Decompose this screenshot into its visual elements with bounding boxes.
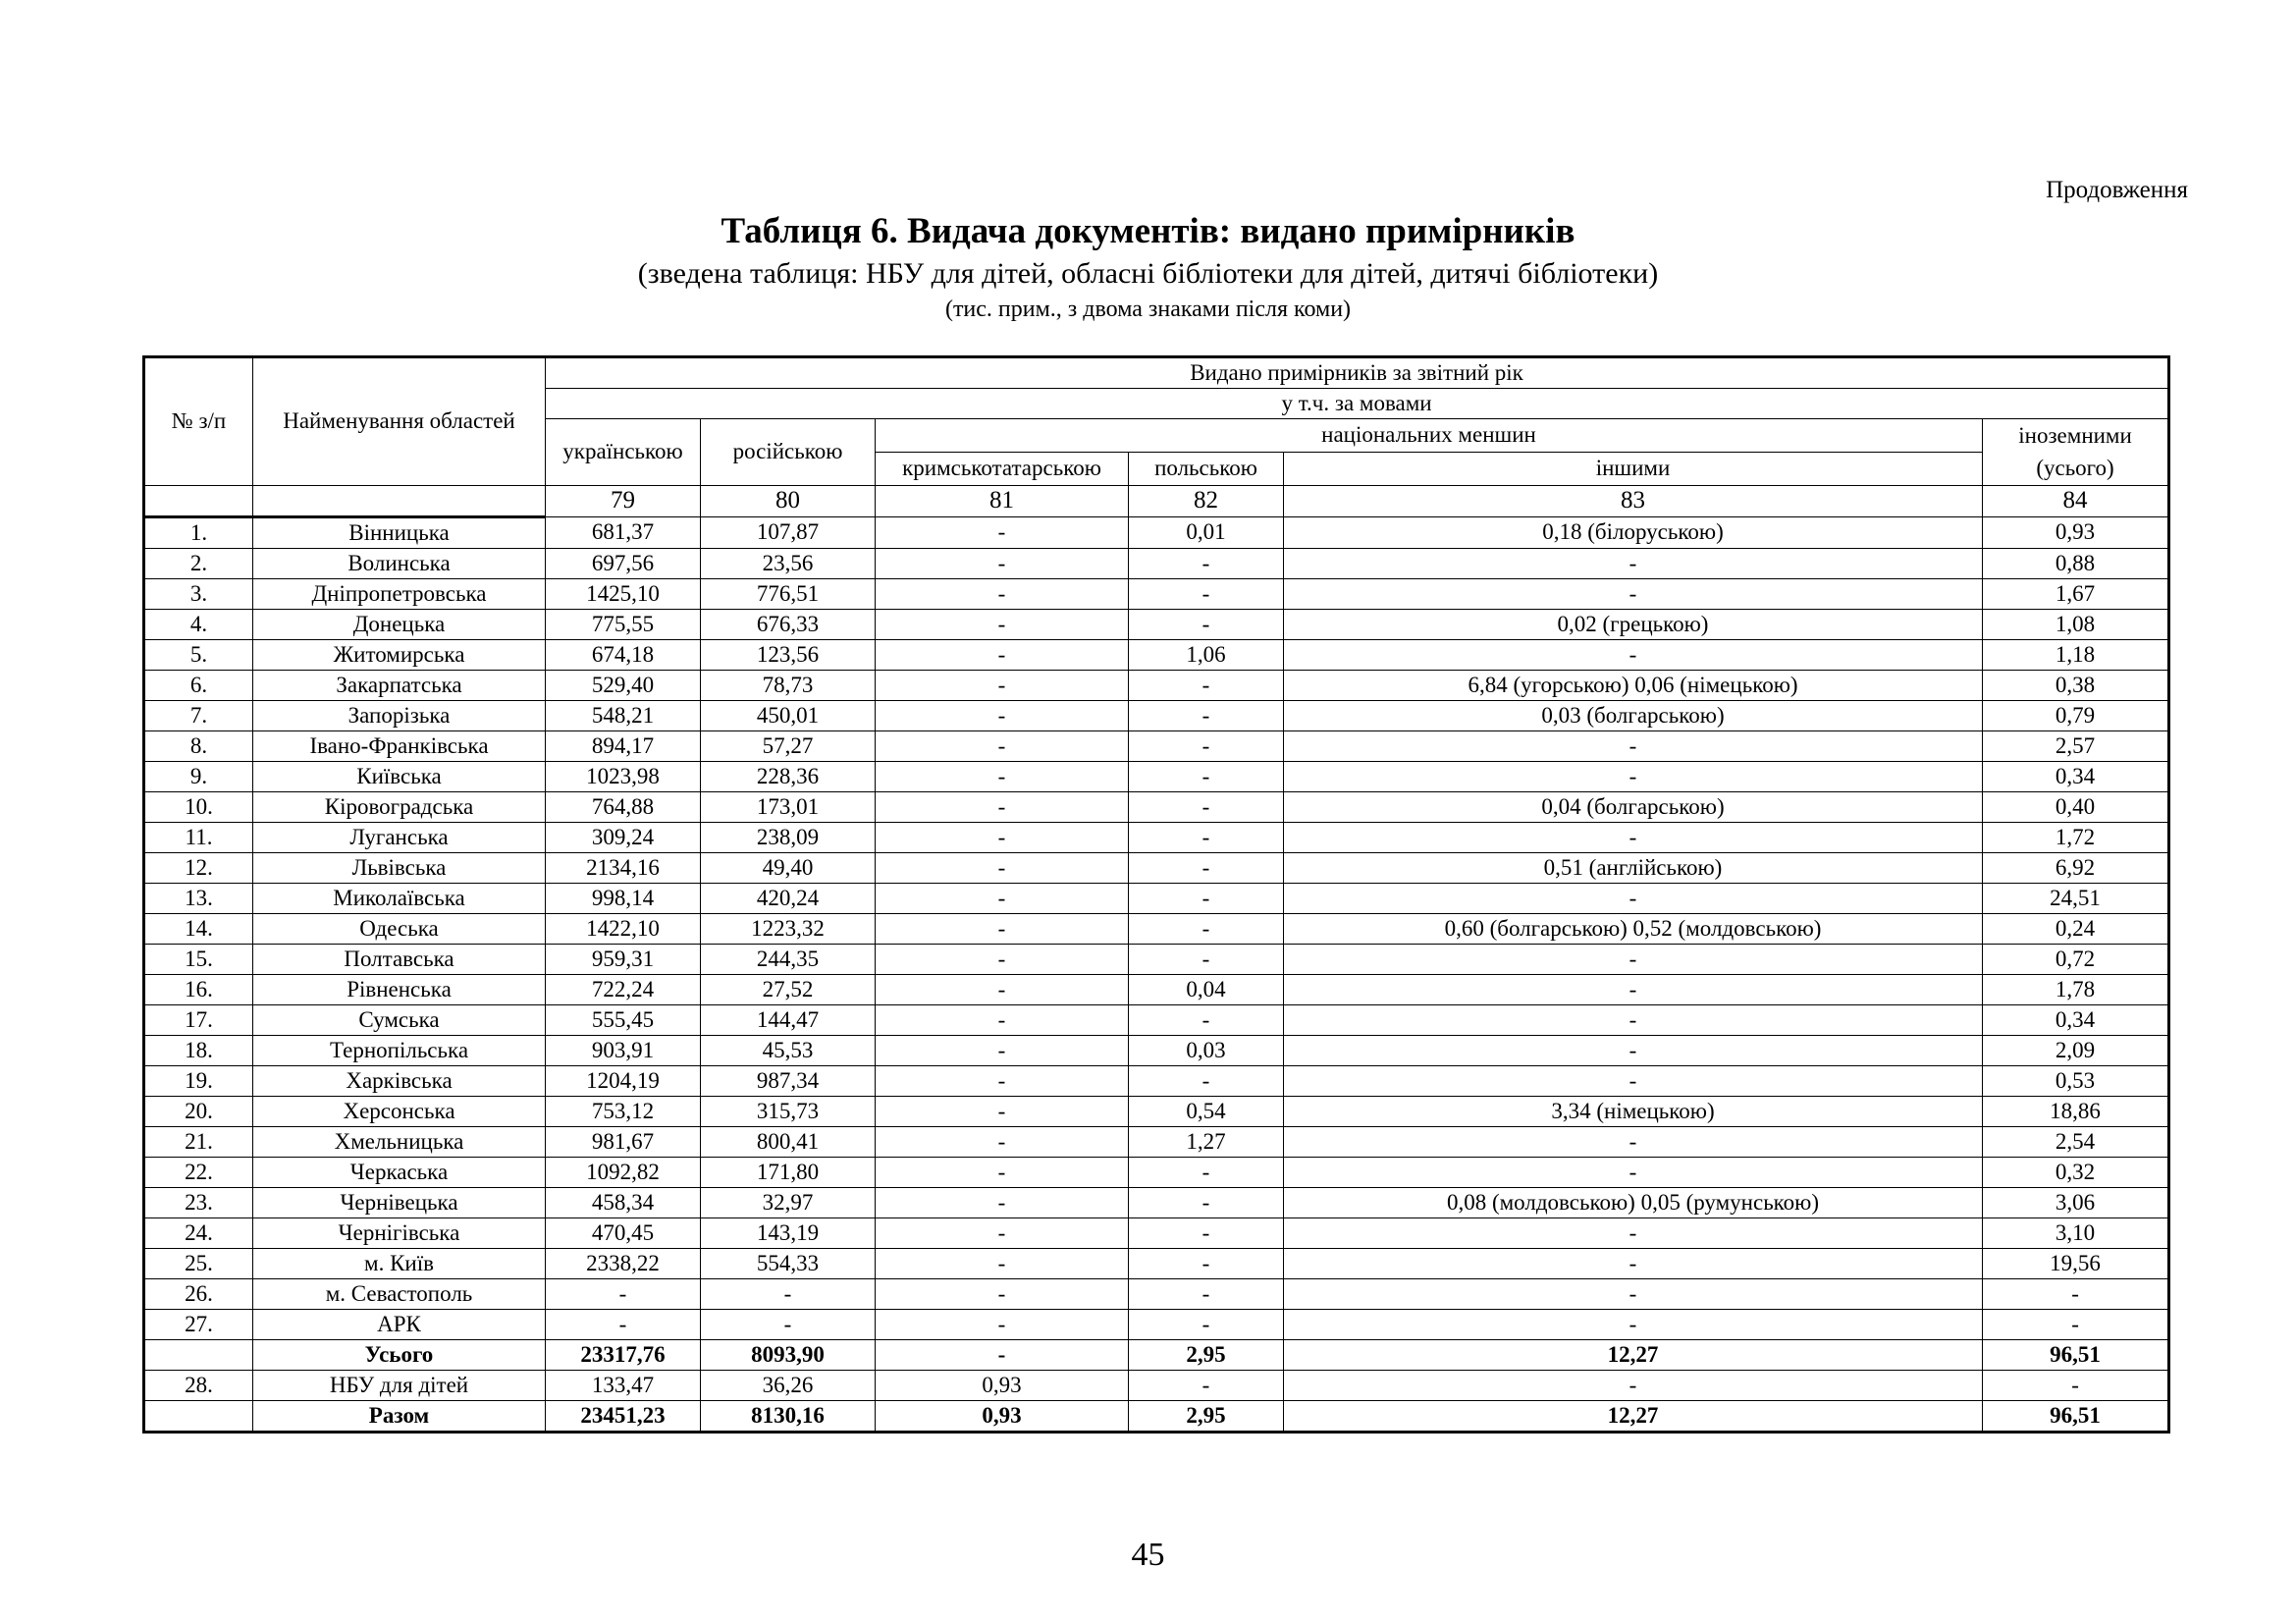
foreign-value: 96,51 [1983,1339,2169,1370]
ukrainian-value: 775,55 [546,609,701,639]
polish-value: - [1129,609,1284,639]
russian-value: 450,01 [701,700,876,730]
row-number: 2. [144,548,253,578]
foreign-value: 1,78 [1983,974,2169,1004]
table-row [144,548,2169,578]
region-name: Харківська [253,1065,546,1096]
ukrainian-value: 764,88 [546,791,701,822]
russian-value: 32,97 [701,1187,876,1217]
row-number: 19. [144,1065,253,1096]
row-number: 22. [144,1157,253,1187]
polish-value: 2,95 [1129,1400,1284,1432]
table-row [144,822,2169,852]
polish-value: - [1129,670,1284,700]
russian-value: 244,35 [701,944,876,974]
polish-value: 2,95 [1129,1339,1284,1370]
crimean-tatar-value: - [876,1004,1129,1035]
table-row [144,609,2169,639]
table-row [144,944,2169,974]
russian-value: - [701,1278,876,1309]
polish-value: - [1129,1187,1284,1217]
russian-value: 420,24 [701,883,876,913]
other-languages-value: - [1284,761,1983,791]
foreign-value: 0,40 [1983,791,2169,822]
col-num-84: 84 [1983,485,2169,516]
row-number: 21. [144,1126,253,1157]
foreign-value: - [1983,1309,2169,1339]
russian-value: 238,09 [701,822,876,852]
crimean-tatar-value: - [876,761,1129,791]
column-number-row [144,485,2169,516]
table-row [144,1035,2169,1065]
polish-value: 0,54 [1129,1096,1284,1126]
other-languages-value: 0,51 (англійською) [1284,852,1983,883]
region-name: Разом [253,1400,546,1432]
table-row [144,913,2169,944]
russian-value: 228,36 [701,761,876,791]
region-name: Черкаська [253,1157,546,1187]
header-by-lang: у т.ч. за мовами [546,389,2169,419]
crimean-tatar-value: - [876,1339,1129,1370]
total-row [144,1339,2169,1370]
ukrainian-value: 1425,10 [546,578,701,609]
crimean-tatar-value: - [876,822,1129,852]
other-languages-value: - [1284,1126,1983,1157]
table-row [144,1065,2169,1096]
row-number: 25. [144,1248,253,1278]
crimean-tatar-value: - [876,1187,1129,1217]
table-row [144,1004,2169,1035]
header-ukrainian: українською [546,419,701,486]
other-languages-value: - [1284,1248,1983,1278]
table-row [144,1248,2169,1278]
crimean-tatar-value: - [876,1278,1129,1309]
region-name: м. Севастополь [253,1278,546,1309]
ukrainian-value: 2134,16 [546,852,701,883]
page-number: 45 [1131,1537,1165,1573]
foreign-value: 1,72 [1983,822,2169,852]
row-number: 11. [144,822,253,852]
ukrainian-value: 548,21 [546,700,701,730]
polish-value: - [1129,1309,1284,1339]
ukrainian-value: 309,24 [546,822,701,852]
ukrainian-value: 903,91 [546,1035,701,1065]
polish-value: 0,01 [1129,516,1284,548]
row-number: 17. [144,1004,253,1035]
header-other: іншими [1284,452,1983,485]
ukrainian-value: 674,18 [546,639,701,670]
table-row [144,761,2169,791]
row-number [144,1400,253,1432]
row-number: 18. [144,1035,253,1065]
region-name: Івано-Франківська [253,730,546,761]
crimean-tatar-value: - [876,670,1129,700]
row-number: 12. [144,852,253,883]
polish-value: - [1129,761,1284,791]
row-number: 6. [144,670,253,700]
ukrainian-value: 458,34 [546,1187,701,1217]
other-languages-value: - [1284,1370,1983,1400]
polish-value: - [1129,852,1284,883]
crimean-tatar-value: - [876,516,1129,548]
other-languages-value: 3,34 (німецькою) [1284,1096,1983,1126]
russian-value: 49,40 [701,852,876,883]
crimean-tatar-value: - [876,609,1129,639]
foreign-value: 0,38 [1983,670,2169,700]
crimean-tatar-value: - [876,730,1129,761]
foreign-value: - [1983,1370,2169,1400]
foreign-value: 96,51 [1983,1400,2169,1432]
header-russian: російською [701,419,876,486]
polish-value: - [1129,883,1284,913]
foreign-value: 0,24 [1983,913,2169,944]
russian-value: 1223,32 [701,913,876,944]
russian-value: 987,34 [701,1065,876,1096]
other-languages-value: - [1284,730,1983,761]
region-name: м. Київ [253,1248,546,1278]
other-languages-value: 0,60 (болгарською) 0,52 (молдовською) [1284,913,1983,944]
polish-value: - [1129,1004,1284,1035]
other-languages-value: 6,84 (угорською) 0,06 (німецькою) [1284,670,1983,700]
col-num-79: 79 [546,485,701,516]
table-subtitle: (зведена таблиця: НБУ для дітей, обласні бібліотеки для дітей, дитячі бібліотеки) [637,257,1659,290]
russian-value: 554,33 [701,1248,876,1278]
crimean-tatar-value: - [876,1126,1129,1157]
table-row [144,974,2169,1004]
crimean-tatar-value: - [876,883,1129,913]
row-number: 1. [144,516,253,548]
region-name: Одеська [253,913,546,944]
row-number: 28. [144,1370,253,1400]
russian-value: 107,87 [701,516,876,548]
ukrainian-value: 998,14 [546,883,701,913]
polish-value: - [1129,578,1284,609]
russian-value: 123,56 [701,639,876,670]
ukrainian-value: - [546,1278,701,1309]
table-row [144,730,2169,761]
polish-value: - [1129,1065,1284,1096]
crimean-tatar-value: - [876,1217,1129,1248]
region-name: Кіровоградська [253,791,546,822]
header-polish: польською [1129,452,1284,485]
other-languages-value: - [1284,822,1983,852]
polish-value: 0,04 [1129,974,1284,1004]
header-num [144,357,253,486]
row-number: 5. [144,639,253,670]
crimean-tatar-value: 0,93 [876,1400,1129,1432]
crimean-tatar-value: - [876,1309,1129,1339]
russian-value: 776,51 [701,578,876,609]
row-number: 9. [144,761,253,791]
russian-value: 8093,90 [701,1339,876,1370]
russian-value: 171,80 [701,1157,876,1187]
region-name: АРК [253,1309,546,1339]
crimean-tatar-value: - [876,1035,1129,1065]
russian-value: 8130,16 [701,1400,876,1432]
other-languages-value: - [1284,1004,1983,1035]
russian-value: 315,73 [701,1096,876,1126]
region-name: Луганська [253,822,546,852]
row-number: 13. [144,883,253,913]
col-num-80: 80 [701,485,876,516]
russian-value: 45,53 [701,1035,876,1065]
table-row [144,1370,2169,1400]
russian-value: 676,33 [701,609,876,639]
russian-value: 144,47 [701,1004,876,1035]
crimean-tatar-value: - [876,1096,1129,1126]
row-number: 10. [144,791,253,822]
polish-value: - [1129,730,1284,761]
crimean-tatar-value: - [876,1065,1129,1096]
table-row [144,516,2169,548]
region-name: Усього [253,1339,546,1370]
ukrainian-value: 1204,19 [546,1065,701,1096]
other-languages-value: - [1284,1309,1983,1339]
crimean-tatar-value: - [876,944,1129,974]
polish-value: - [1129,1370,1284,1400]
region-name: Чернівецька [253,1187,546,1217]
row-number: 20. [144,1096,253,1126]
crimean-tatar-value: - [876,578,1129,609]
table-row [144,883,2169,913]
crimean-tatar-value: 0,93 [876,1370,1129,1400]
table-row [144,791,2169,822]
russian-value: 78,73 [701,670,876,700]
foreign-value: 0,72 [1983,944,2169,974]
other-languages-value: 12,27 [1284,1400,1983,1432]
other-languages-value: 0,18 (білоруською) [1284,516,1983,548]
foreign-value: 18,86 [1983,1096,2169,1126]
foreign-value: 19,56 [1983,1248,2169,1278]
polish-value: - [1129,1248,1284,1278]
row-number: 16. [144,974,253,1004]
foreign-value: 2,09 [1983,1035,2169,1065]
crimean-tatar-value: - [876,791,1129,822]
foreign-value: 6,92 [1983,852,2169,883]
issuance-table [142,355,2170,1434]
ukrainian-value: 753,12 [546,1096,701,1126]
foreign-value: - [1983,1278,2169,1309]
row-number: 24. [144,1217,253,1248]
table-row [144,1096,2169,1126]
foreign-value: 0,34 [1983,761,2169,791]
foreign-value: 24,51 [1983,883,2169,913]
russian-value: 36,26 [701,1370,876,1400]
other-languages-value: - [1284,974,1983,1004]
header-region [253,357,546,486]
ukrainian-value: 529,40 [546,670,701,700]
table-row [144,578,2169,609]
other-languages-value: - [1284,578,1983,609]
ukrainian-value: 133,47 [546,1370,701,1400]
header-issued: Видано примірників за звітний рік [546,357,2169,389]
ukrainian-value: 894,17 [546,730,701,761]
ukrainian-value: 981,67 [546,1126,701,1157]
units-note: (тис. прим., з двома знаками після коми) [944,297,1352,322]
other-languages-value: - [1284,883,1983,913]
region-name: Запорізька [253,700,546,730]
table-row [144,670,2169,700]
table-body [144,516,2169,1432]
polish-value: - [1129,548,1284,578]
row-number: 15. [144,944,253,974]
ukrainian-value: 697,56 [546,548,701,578]
region-name: Дніпропетровська [253,578,546,609]
crimean-tatar-value: - [876,974,1129,1004]
other-languages-value: - [1284,944,1983,974]
ukrainian-value: 2338,22 [546,1248,701,1278]
other-languages-value: 0,08 (молдовською) 0,05 (румунською) [1284,1187,1983,1217]
header-num-label: № з/п [171,408,227,434]
russian-value: 57,27 [701,730,876,761]
region-name: Львівська [253,852,546,883]
foreign-value: 2,54 [1983,1126,2169,1157]
header-crimean-tatar: кримськотатарською [876,452,1129,485]
col-num-82: 82 [1129,485,1284,516]
row-number: 27. [144,1309,253,1339]
other-languages-value: 0,03 (болгарською) [1284,700,1983,730]
crimean-tatar-value: - [876,913,1129,944]
region-name: Житомирська [253,639,546,670]
continuation-label: Продовження [2046,177,2188,203]
russian-value: 173,01 [701,791,876,822]
foreign-value: 2,57 [1983,730,2169,761]
table-row [144,1278,2169,1309]
other-languages-value: 0,02 (грецькою) [1284,609,1983,639]
polish-value: 1,06 [1129,639,1284,670]
region-name: Вінницька [253,516,546,548]
crimean-tatar-value: - [876,1248,1129,1278]
col-num-83: 83 [1284,485,1983,516]
ukrainian-value: 1422,10 [546,913,701,944]
region-name: Хмельницька [253,1126,546,1157]
foreign-value: 0,34 [1983,1004,2169,1035]
row-number: 3. [144,578,253,609]
crimean-tatar-value: - [876,700,1129,730]
foreign-value: 1,18 [1983,639,2169,670]
foreign-value: 1,67 [1983,578,2169,609]
other-languages-value: - [1284,1278,1983,1309]
region-name: Київська [253,761,546,791]
crimean-tatar-value: - [876,1157,1129,1187]
polish-value: - [1129,1278,1284,1309]
ukrainian-value: 959,31 [546,944,701,974]
table-row [144,1187,2169,1217]
region-name: Рівненська [253,974,546,1004]
col-num-81: 81 [876,485,1129,516]
row-number: 14. [144,913,253,944]
region-name: Волинська [253,548,546,578]
other-languages-value: - [1284,1035,1983,1065]
ukrainian-value: 23451,23 [546,1400,701,1432]
foreign-value: 3,10 [1983,1217,2169,1248]
header-foreign: іноземними (усього) [1983,419,2169,486]
table-row [144,1126,2169,1157]
header-region-label: Найменування областей [283,408,515,434]
other-languages-value: - [1284,548,1983,578]
table-row [144,639,2169,670]
table-row [144,1309,2169,1339]
foreign-value: 0,93 [1983,516,2169,548]
ukrainian-value: 1092,82 [546,1157,701,1187]
table-row [144,852,2169,883]
total-row [144,1400,2169,1432]
ukrainian-value: 1023,98 [546,761,701,791]
row-number: 26. [144,1278,253,1309]
row-number: 7. [144,700,253,730]
crimean-tatar-value: - [876,852,1129,883]
other-languages-value: - [1284,1217,1983,1248]
polish-value: - [1129,791,1284,822]
table-row [144,700,2169,730]
foreign-value: 0,79 [1983,700,2169,730]
polish-value: - [1129,913,1284,944]
ukrainian-value: - [546,1309,701,1339]
ukrainian-value: 681,37 [546,516,701,548]
row-number: 8. [144,730,253,761]
table-title: Таблиця 6. Видача документів: видано примірників [721,211,1575,251]
other-languages-value: - [1284,1157,1983,1187]
crimean-tatar-value: - [876,548,1129,578]
region-name: Тернопільська [253,1035,546,1065]
foreign-value: 0,88 [1983,548,2169,578]
other-languages-value: 0,04 (болгарською) [1284,791,1983,822]
ukrainian-value: 470,45 [546,1217,701,1248]
foreign-value: 1,08 [1983,609,2169,639]
foreign-value: 0,53 [1983,1065,2169,1096]
polish-value: - [1129,1217,1284,1248]
table-header [144,357,2169,517]
russian-value: 143,19 [701,1217,876,1248]
polish-value: - [1129,700,1284,730]
region-name: Чернігівська [253,1217,546,1248]
foreign-value: 3,06 [1983,1187,2169,1217]
polish-value: - [1129,822,1284,852]
russian-value: 27,52 [701,974,876,1004]
region-name: Полтавська [253,944,546,974]
region-name: Херсонська [253,1096,546,1126]
ukrainian-value: 555,45 [546,1004,701,1035]
ukrainian-value: 23317,76 [546,1339,701,1370]
row-number: 23. [144,1187,253,1217]
polish-value: - [1129,1157,1284,1187]
row-number [144,1339,253,1370]
region-name: Сумська [253,1004,546,1035]
region-name: Закарпатська [253,670,546,700]
russian-value: - [701,1309,876,1339]
polish-value: 1,27 [1129,1126,1284,1157]
region-name: Миколаївська [253,883,546,913]
table-row [144,1217,2169,1248]
other-languages-value: 12,27 [1284,1339,1983,1370]
polish-value: 0,03 [1129,1035,1284,1065]
other-languages-value: - [1284,639,1983,670]
russian-value: 800,41 [701,1126,876,1157]
region-name: НБУ для дітей [253,1370,546,1400]
row-number: 4. [144,609,253,639]
header-minorities: національних меншин [876,419,1983,453]
ukrainian-value: 722,24 [546,974,701,1004]
other-languages-value: - [1284,1065,1983,1096]
russian-value: 23,56 [701,548,876,578]
region-name: Донецька [253,609,546,639]
crimean-tatar-value: - [876,639,1129,670]
table-row [144,1157,2169,1187]
foreign-value: 0,32 [1983,1157,2169,1187]
polish-value: - [1129,944,1284,974]
